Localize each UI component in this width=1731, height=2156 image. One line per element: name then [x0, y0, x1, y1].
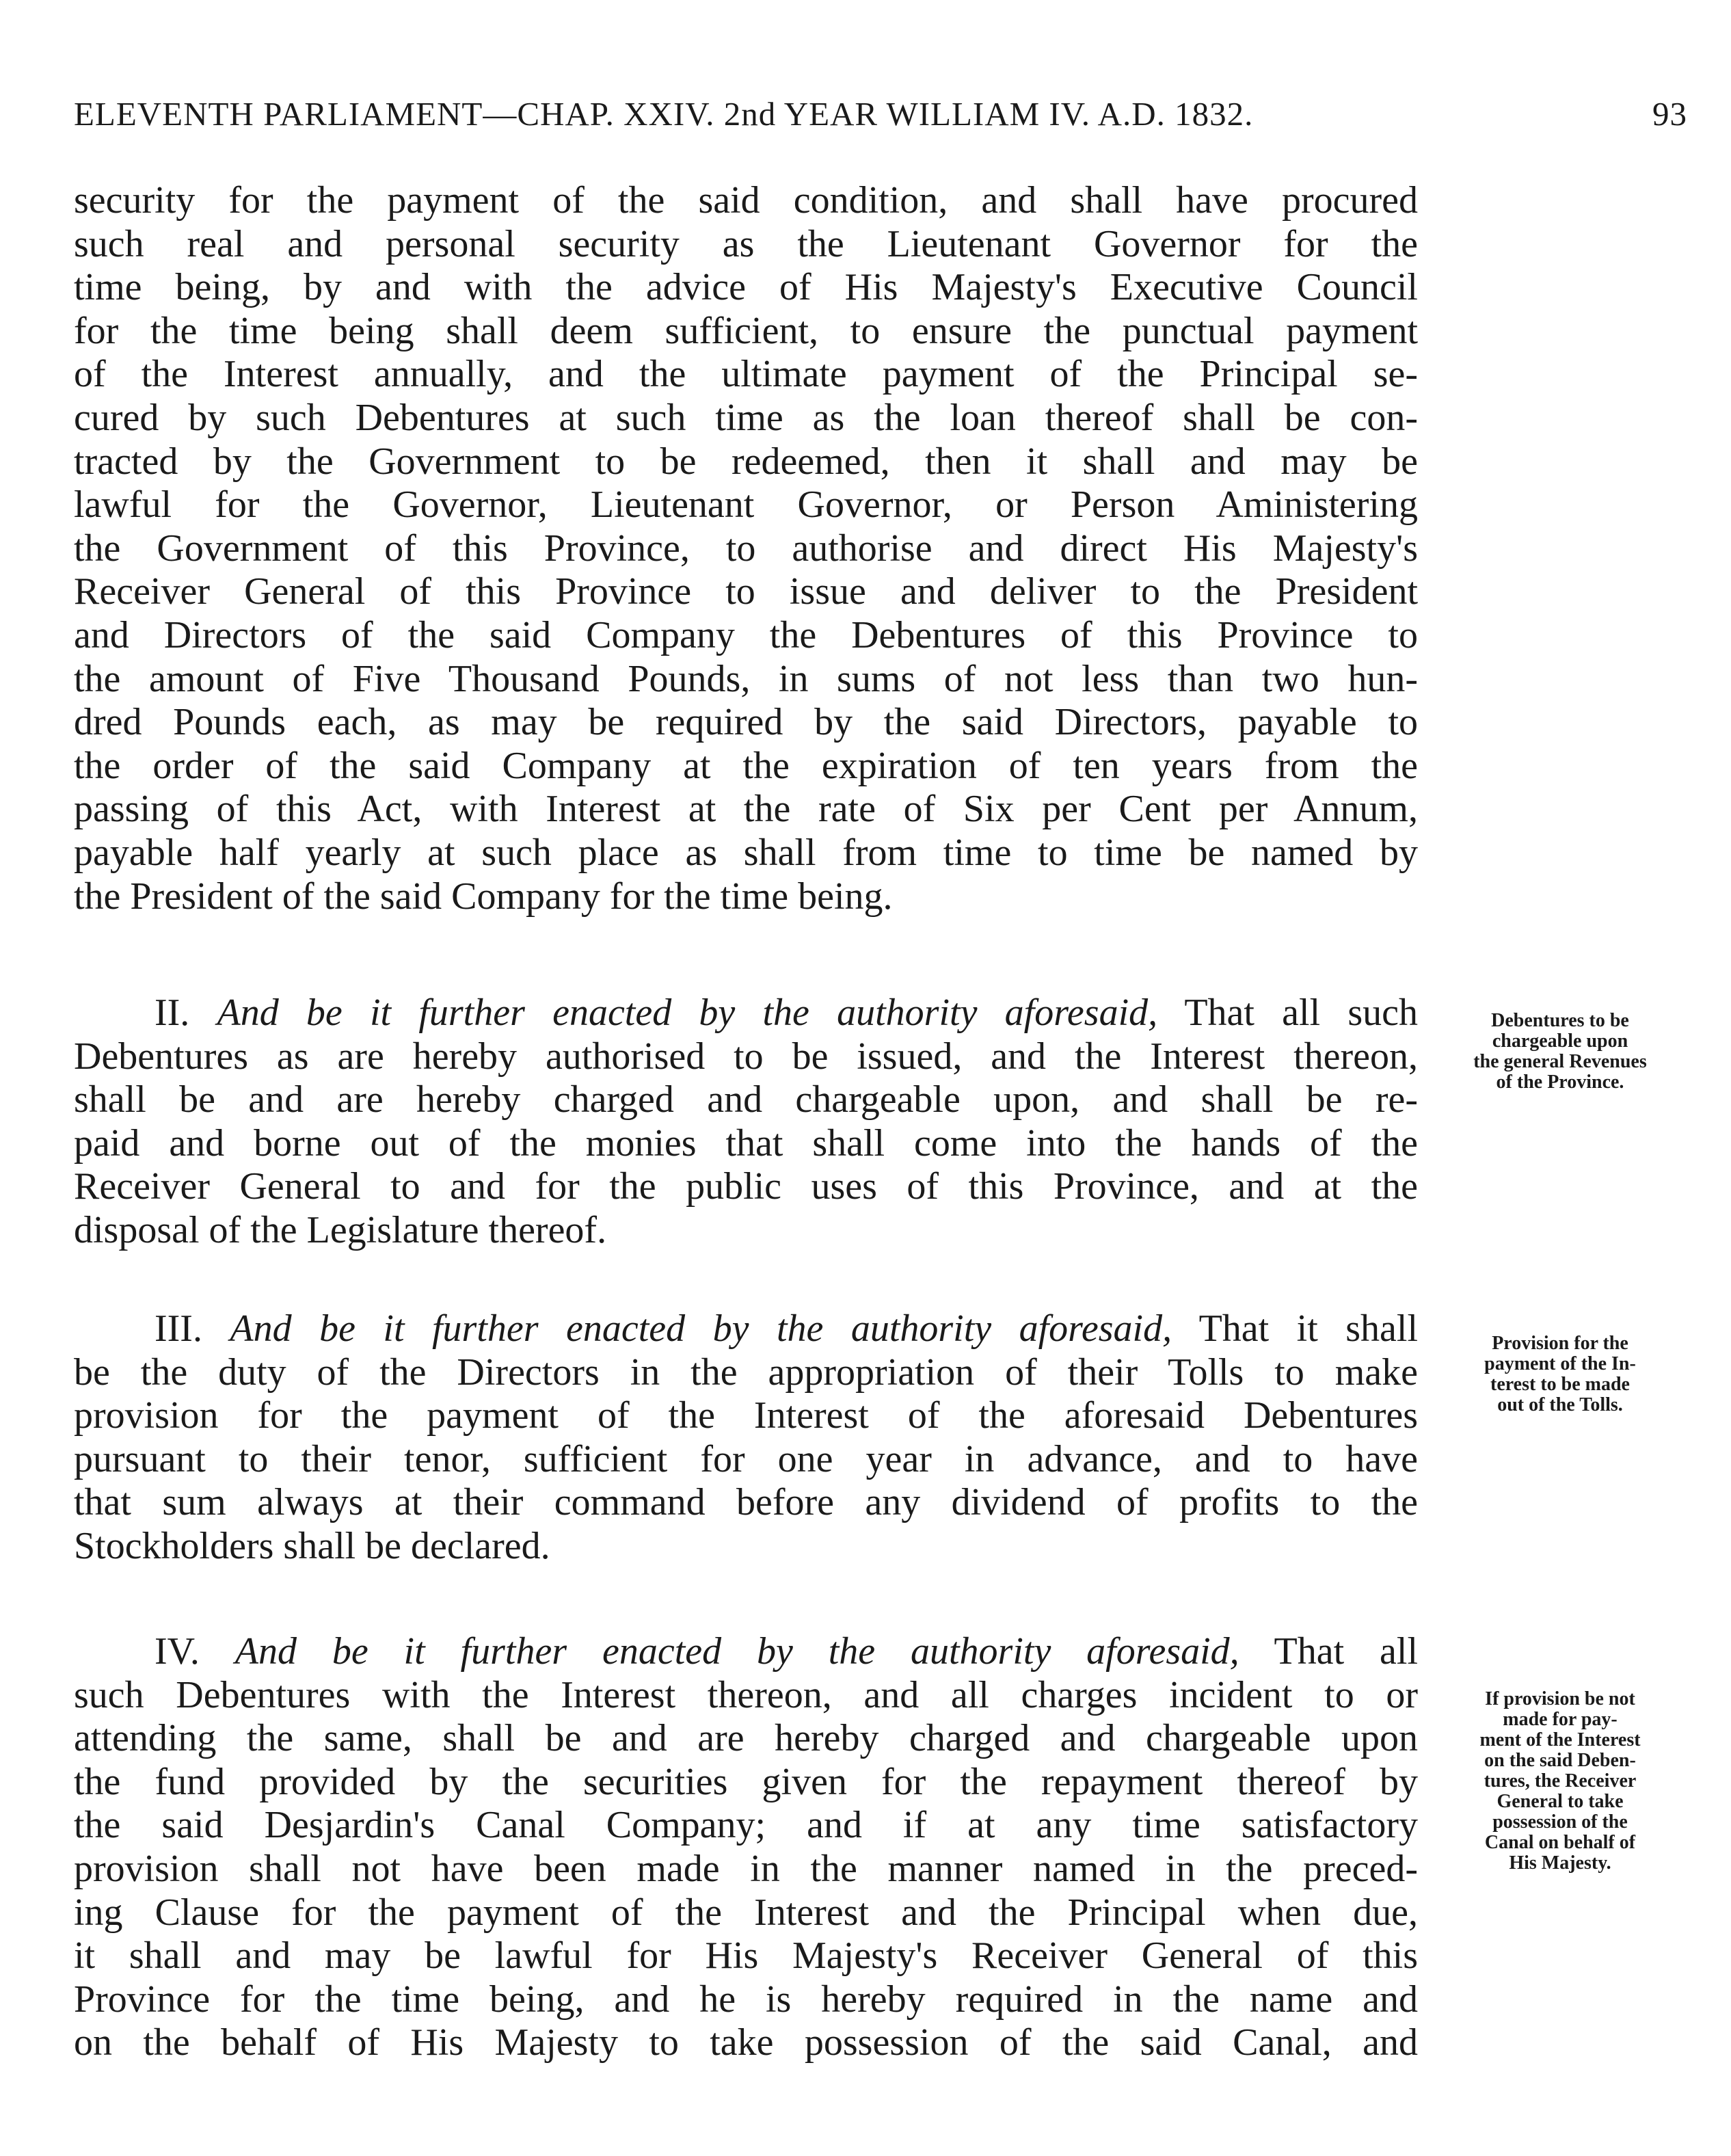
text-line: such Debentures with the Interest thereon, and all charges incident to or [74, 1673, 1418, 1716]
margin-note-line: Debentures to be [1491, 1010, 1629, 1031]
text-line: provision for the payment of the Interest of the aforesaid Debentures [74, 1394, 1418, 1437]
section-number: IV. [155, 1630, 200, 1673]
margin-note-section-3 [1430, 1333, 1690, 1415]
text-line: security for the payment of the said condition, and shall have procured [74, 179, 1418, 222]
text-line: the said Desjardin's Canal Company; and if at any time satisfactory [74, 1804, 1418, 1847]
text-line: shall be and are hereby charged and chargeable upon, and shall be re- [74, 1078, 1418, 1121]
text-line: it shall and may be lawful for His Majesty's Receiver General of this [74, 1934, 1418, 1978]
text-line: such real and personal security as the Lieutenant Governor for the [74, 222, 1418, 265]
text-line: the President of the said Company for the time being. [74, 875, 893, 918]
margin-note-line: on the said Deben- [1484, 1750, 1636, 1771]
margin-note-line: ment of the Interest [1479, 1729, 1641, 1751]
text-line: on the behalf of His Majesty to take possession of the said Canal, and [74, 2021, 1418, 2064]
margin-note-line: Canal on behalf of [1484, 1832, 1636, 1853]
margin-note-line: out of the Tolls. [1497, 1394, 1623, 1415]
page-number: 93 [1652, 95, 1687, 133]
section-number: II. [155, 992, 190, 1034]
text-line: payable half yearly at such place as shall from time to time be named by [74, 831, 1418, 874]
text-line: be the duty of the Directors in the appropriation of their Tolls to make [74, 1350, 1418, 1394]
running-head: ELEVENTH PARLIAMENT—CHAP. XXIV. 2nd YEAR WILLIAM IV. A.D. 1832. [74, 95, 1254, 133]
text-line: Receiver General to and for the public uses of this Province, and at the [74, 1165, 1418, 1208]
section-4 [74, 1630, 1418, 2065]
margin-note-line: His Majesty. [1509, 1852, 1611, 1874]
margin-note-line: terest to be made [1490, 1374, 1630, 1395]
section-number: III. [155, 1307, 202, 1350]
text-line: Province for the time being, and he is hereby required in the name and [74, 1978, 1418, 2021]
margin-note-line: of the Province. [1496, 1072, 1624, 1093]
margin-note-section-2 [1430, 1011, 1690, 1093]
section-first-line-rest: That it shall [1198, 1307, 1418, 1350]
margin-note-line: possession of the [1492, 1811, 1628, 1833]
text-line: the fund provided by the securities given for the repayment thereof by [74, 1760, 1418, 1803]
text-line: passing of this Act, with Interest at the rate of Six per Cent per Annum, [74, 788, 1418, 831]
section-3 [74, 1307, 1418, 1569]
margin-note-line: the general Revenues [1473, 1051, 1647, 1072]
text-line: the order of the said Company at the expiration of ten years from the [74, 744, 1418, 787]
text-line: attending the same, shall be and are hereby charged and chargeable upon [74, 1717, 1418, 1760]
section-first-line [74, 1630, 1418, 1674]
text-line: dred Pounds each, as may be required by the said Directors, payable to [74, 701, 1418, 744]
text-line: Debentures as are hereby authorised to be issued, and the Interest thereon, [74, 1035, 1418, 1078]
section-first-line [74, 992, 1418, 1035]
text-line: ing Clause for the payment of the Interest and the Principal when due, [74, 1891, 1418, 1934]
section-first-line-rest: That all such [1184, 992, 1419, 1034]
margin-note-line: If provision be not [1485, 1688, 1635, 1709]
margin-note-line: tures, the Receiver [1484, 1770, 1637, 1792]
section-2 [74, 992, 1418, 1253]
margin-note-line: chargeable upon [1492, 1030, 1628, 1052]
text-line: paid and borne out of the monies that shall come into the hands of the [74, 1121, 1418, 1164]
text-line: disposal of the Legislature thereof. [74, 1208, 607, 1251]
margin-note-line: payment of the In- [1484, 1353, 1636, 1374]
enacting-clause: And be it further enacted by the authority aforesaid, [217, 992, 1158, 1034]
text-line: time being, by and with the advice of His Majesty's Executive Council [74, 266, 1418, 309]
section-first-line [74, 1307, 1418, 1351]
text-line: tracted by the Government to be redeemed, then it shall and may be [74, 440, 1418, 483]
text-line: Stockholders shall be declared. [74, 1524, 550, 1567]
text-line: lawful for the Governor, Lieutenant Governor, or Person Aministering [74, 483, 1418, 527]
margin-note-line: made for pay- [1503, 1709, 1618, 1730]
text-line: cured by such Debentures at such time as the loan thereof shall be con- [74, 396, 1418, 439]
text-line: of the Interest annually, and the ultimate payment of the Principal se- [74, 353, 1418, 396]
page-header [74, 94, 1687, 142]
text-line: the Government of this Province, to authorise and direct His Majesty's [74, 527, 1418, 570]
text-line: pursuant to their tenor, sufficient for one year in advance, and to have [74, 1437, 1418, 1480]
paragraph-continuation [74, 179, 1418, 918]
text-line: the amount of Five Thousand Pounds, in sums of not less than two hun- [74, 657, 1418, 700]
text-line: Receiver General of this Province to issue and deliver to the President [74, 570, 1418, 613]
text-line: for the time being shall deem sufficient, to ensure the punctual payment [74, 309, 1418, 352]
enacting-clause: And be it further enacted by the authority aforesaid, [230, 1307, 1172, 1350]
margin-note-section-4 [1430, 1689, 1690, 1874]
text-line: that sum always at their command before any dividend of profits to the [74, 1481, 1418, 1524]
section-first-line-rest: That all [1274, 1630, 1419, 1673]
text-line: provision shall not have been made in the manner named in the preced- [74, 1847, 1418, 1890]
margin-note-line: Provision for the [1492, 1333, 1628, 1354]
enacting-clause: And be it further enacted by the authority aforesaid, [234, 1630, 1239, 1673]
text-line: and Directors of the said Company the Debentures of this Province to [74, 613, 1418, 656]
margin-note-line: General to take [1497, 1791, 1624, 1812]
